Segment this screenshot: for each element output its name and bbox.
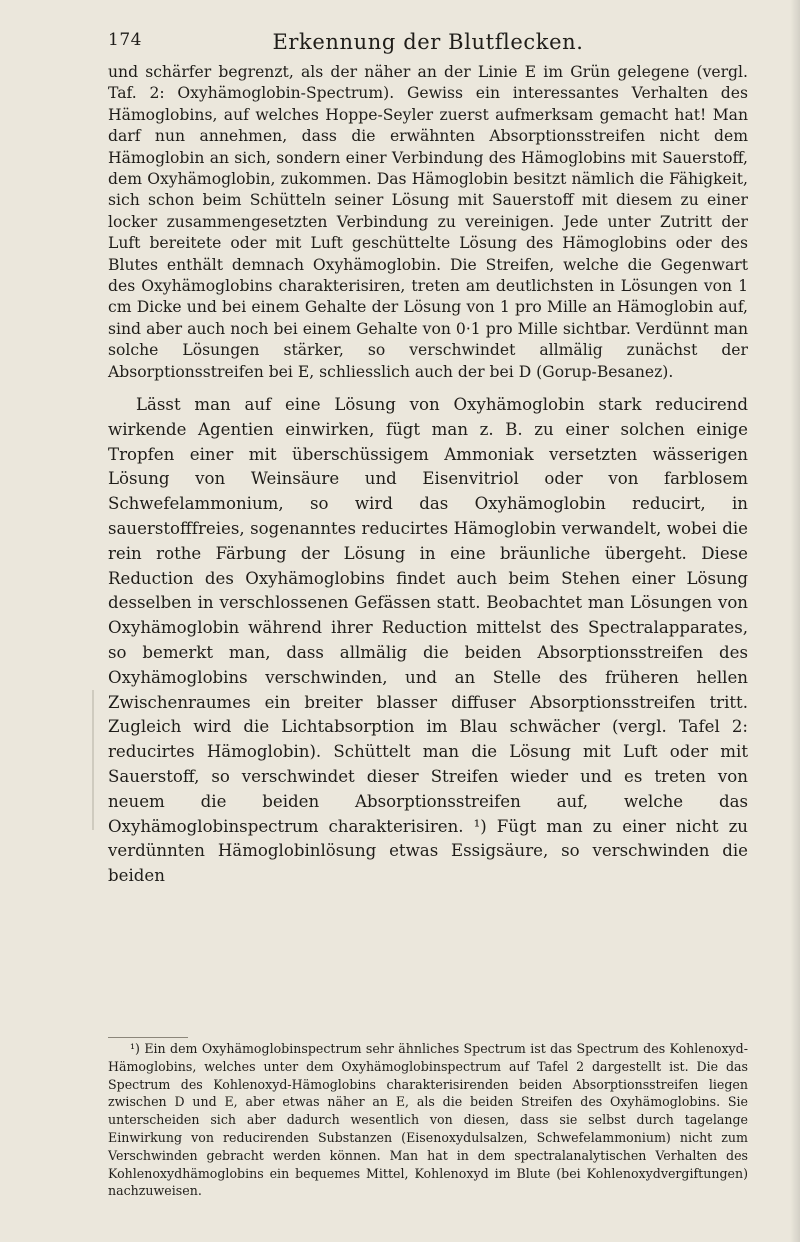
- running-head: Erkennung der Blutflecken.: [272, 30, 584, 54]
- footnote-rule: [108, 1037, 188, 1038]
- page-edge-shadow: [790, 0, 800, 1242]
- margin-pencil-mark: [92, 690, 94, 830]
- page-header: [108, 30, 748, 56]
- paragraph-2: Lässt man auf eine Lösung von Oxyhämoglobin stark reducirend wirkende Agentien einwirken, fügt man z. B. zu einer solchen einige Tropfen einer mit überschüssigem Ammoniak versetzten wässerigen Lösung von Weinsäure und Eisenvitriol oder von farblosem Schwefelammonium, so wird das Oxyhämoglobin reducirt, in sauerstofffreies, sogenanntes reducirtes Hämoglobin verwandelt, wobei die rein rothe Färbung der Lösung in eine bräunliche übergeht. Diese Reduction des Oxyhämoglobins findet auch beim Stehen einer Lösung desselben in verschlossenen Gefässen statt. Beobachtet man Lösungen von Oxyhämoglobin während ihrer Reduction mittelst des Spectralapparates, so bemerkt man, dass allmälig die beiden Absorptionsstreifen des Oxyhämoglobins verschwinden, und an Stelle des früheren hellen Zwischenraumes ein breiter blasser diffuser Absorptionsstreifen tritt. Zugleich wird die Lichtabsorption im Blau schwächer (vergl. Tafel 2: reducirtes Hämoglobin). Schüttelt man die Lösung mit Luft oder mit Sauerstoff, so verschwindet dieser Streifen wieder und es treten von neuem die beiden Absorptionsstreifen auf, welche das Oxyhämoglobinspectrum charakterisiren. ¹) Fügt man zu einer nicht zu verdünnten Hämoglobinlösung etwas Essigsäure, so verschwinden die beiden: [108, 395, 748, 886]
- body-text: [108, 62, 748, 889]
- paragraph-1: und schärfer begrenzt, als der näher an der Linie E im Grün gelegene (vergl. Taf. 2: Oxyhämoglobin-Spectrum). Gewiss ein interessantes Verhalten des Hämoglobins, auf welches Hoppe-Seyler zuerst aufmerksam gemacht hat! Man darf nun annehmen, dass die erwähnten Absorptionsstreifen nicht dem Hämoglobin an sich, sondern einer Verbindung des Hämoglobins mit Sauerstoff, dem Oxyhämoglobin, zukommen. Das Hämoglobin besitzt nämlich die Fähigkeit, sich schon beim Schütteln seiner Lösung mit Sauerstoff mit diesem zu einer locker zusammengesetzten Verbindung zu vereinigen. Jede unter Zutritt der Luft bereitete oder mit Luft geschüttelte Lösung des Hämoglobins oder des Blutes enthält demnach Oxyhämoglobin. Die Streifen, welche die Gegenwart des Oxyhämoglobins charakterisiren, treten am deutlichsten in Lösungen von 1 cm Dicke und bei einem Gehalte der Lösung von 1 pro Mille an Hämoglobin auf, sind aber auch noch bei einem Gehalte von 0·1 pro Mille sichtbar. Verdünnt man solche Lösungen stärker, so verschwindet allmälig zunächst der Absorptionsstreifen bei E, schliesslich auch der bei D (Gorup-Besanez).: [108, 63, 748, 381]
- footnote-text: ¹) Ein dem Oxyhämoglobinspectrum sehr ähnliches Spectrum ist das Spectrum des Kohlenoxyd-Hämoglobins, welches unter dem Oxyhämoglobinspectrum auf Tafel 2 dargestellt ist. Die das Spectrum des Kohlenoxyd-Hämoglobins charakterisirenden beiden Absorptionsstreifen liegen zwischen D und E, aber etwas näher an E, als die beiden Streifen des Oxyhämoglobins. Sie unterscheiden sich aber dadurch wesentlich von diesen, dass sie selbst durch tagelange Einwirkung von reducirenden Substanzen (Eisenoxydulsalzen, Schwefelammonium) nicht zum Verschwinden gebracht werden können. Man hat in dem spectralanalytischen Verhalten des Kohlenoxydhämoglobins ein bequemes Mittel, Kohlenoxyd im Blute (bei Kohlenoxydvergiftungen) nachzuweisen.: [108, 1041, 748, 1199]
- page-number: 174: [108, 30, 142, 50]
- footnote: [108, 1040, 748, 1200]
